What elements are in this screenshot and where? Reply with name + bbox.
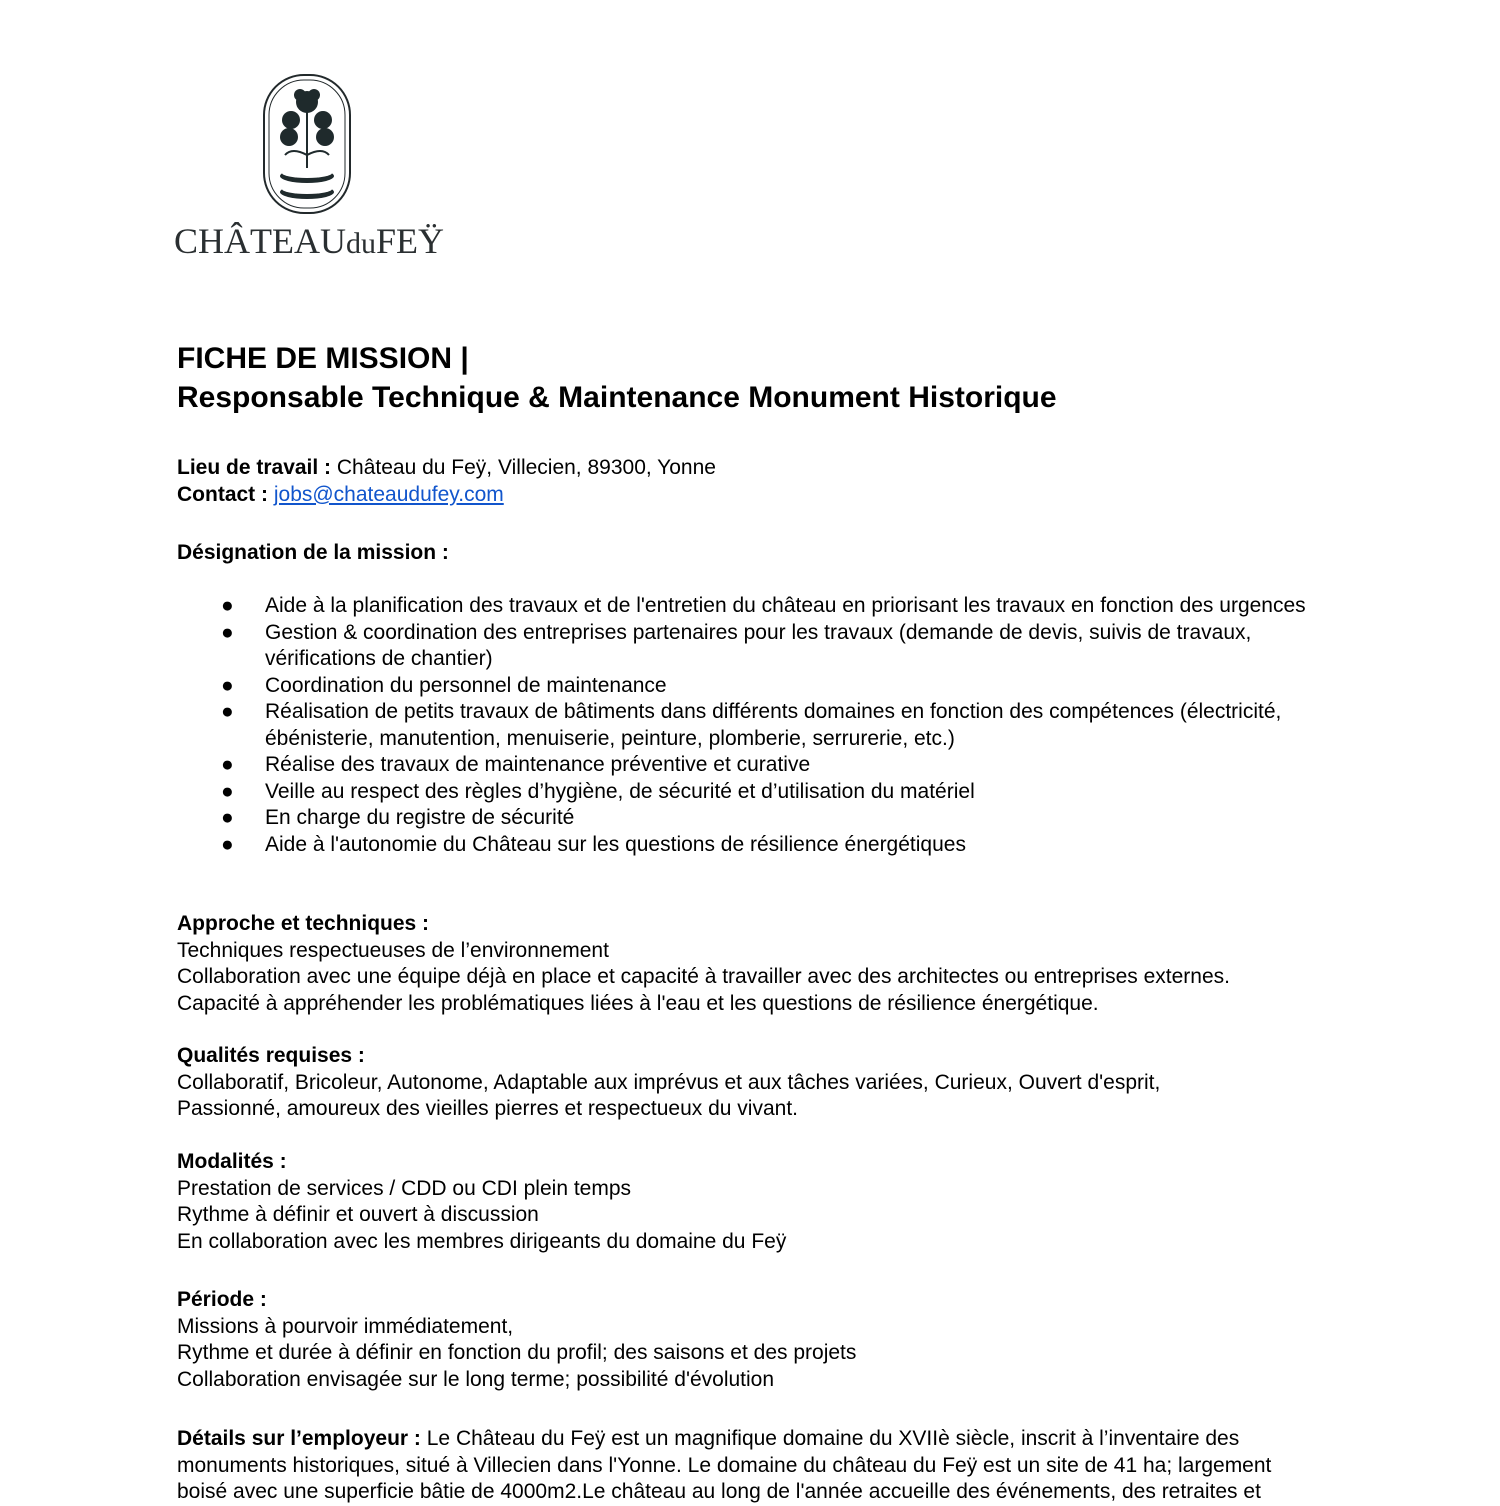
list-item: ● Gestion & coordination des entreprises partenaires pour les travaux (demande de devis, suivis de travaux, vérifications de chantier)	[221, 620, 1252, 670]
tree-emblem-icon	[170, 70, 445, 220]
list-item: ● Aide à l'autonomie du Château sur les questions de résilience énergétiques	[177, 832, 1327, 859]
text-line: Techniques respectueuses de l’environnement	[177, 938, 609, 962]
text-line: Collaboration envisagée sur le long terme; possibilité d'évolution	[177, 1367, 775, 1391]
text-line: Rythme et durée à définir en fonction du profil; des saisons et des projets	[177, 1341, 857, 1364]
list-item: ● Coordination du personnel de maintenance	[177, 673, 1327, 700]
list-item: ● Aide à la planification des travaux et de l'entretien du château en priorisant les travaux en fonction des urgences	[177, 593, 1327, 620]
bullet-icon: ●	[221, 806, 234, 829]
contact-label: Contact :	[177, 482, 268, 506]
bullet-icon: ●	[221, 620, 234, 644]
section-heading: Qualités requises :	[177, 1044, 365, 1067]
bullet-icon: ●	[221, 753, 234, 776]
workplace-label: Lieu de travail :	[177, 456, 332, 479]
text-paragraph: Collaboratif, Bricoleur, Autonome, Adaptable aux imprévus et aux tâches variées, Curieux, Ouvert d'esprit, Passionné, amoureux des vieilles pierres et respectueux du vivant.	[177, 1070, 1161, 1120]
periode-section	[177, 1287, 1327, 1393]
text-line: Rythme à définir et ouvert à discussion	[177, 1203, 539, 1226]
logo-wordmark: CHÂTEAUduFEŸ	[174, 221, 444, 261]
section-heading: Approche et techniques :	[177, 912, 430, 935]
text-line: Missions à pourvoir immédiatement,	[177, 1314, 514, 1338]
section-heading: Désignation de la mission :	[177, 541, 449, 564]
bullet-icon: ●	[221, 779, 234, 803]
bullet-icon: ●	[221, 832, 234, 856]
contact-line	[177, 482, 1327, 509]
text-line: Prestation de services / CDD ou CDI plein temps	[177, 1176, 632, 1200]
modalites-section	[177, 1149, 1327, 1255]
workplace-value: Château du Feÿ, Villecien, 89300, Yonne	[331, 456, 716, 479]
text-line: En collaboration avec les membres dirigeants du domaine du Feÿ	[177, 1229, 787, 1253]
page-title	[177, 340, 1057, 417]
bullet-icon: ●	[221, 673, 234, 697]
info-block	[177, 455, 1327, 508]
list-item: ● Veille au respect des règles d’hygiène, de sécurité et d’utilisation du matériel	[177, 779, 1327, 806]
chateau-du-fey-logo	[170, 70, 445, 270]
section-heading: Période :	[177, 1288, 267, 1311]
qualites-section	[177, 1043, 1207, 1123]
section-heading: Détails sur l’employeur :	[177, 1427, 421, 1450]
approche-section	[177, 911, 1327, 1017]
bullet-icon: ●	[221, 700, 234, 723]
title-line-2: Responsable Technique & Maintenance Monument Historique	[177, 380, 1057, 414]
employeur-section	[177, 1426, 1322, 1506]
workplace-line	[177, 455, 1327, 482]
section-heading: Modalités :	[177, 1150, 287, 1173]
list-item: ● Réalisation de petits travaux de bâtiments dans différents domaines en fonction des compétences (électricité, ébénisterie, manutention, menuiserie, peinture, plomberie, serrurerie, etc.)	[221, 700, 1282, 750]
text-paragraph: Le Château du Feÿ est un magnifique domaine du XVIIè siècle, inscrit à l’inventaire des monuments historiques, situé à Villecien dans l'Yonne. Le domaine du château du Feÿ est un site de 41 ha; largement boisé avec une superficie bâtie de 4000m2.Le château au long de l'année accueille des événements, des retraites et	[177, 1427, 1272, 1503]
bullet-icon: ●	[221, 594, 234, 617]
contact-email-link[interactable]: jobs@chateaudufey.com	[273, 482, 504, 506]
text-line: Collaboration avec une équipe déjà en place et capacité à travailler avec des architectes ou entreprises externes.	[177, 965, 1230, 988]
list-item: ● Réalise des travaux de maintenance préventive et curative	[177, 752, 1327, 779]
title-line-1: FICHE DE MISSION |	[177, 342, 469, 375]
designation-section	[177, 540, 1327, 858]
text-line: Capacité à appréhender les problématiques liées à l'eau et les questions de résilience énergétique.	[177, 991, 1099, 1015]
mission-list	[177, 593, 1327, 858]
list-item: ● En charge du registre de sécurité	[177, 805, 1327, 832]
